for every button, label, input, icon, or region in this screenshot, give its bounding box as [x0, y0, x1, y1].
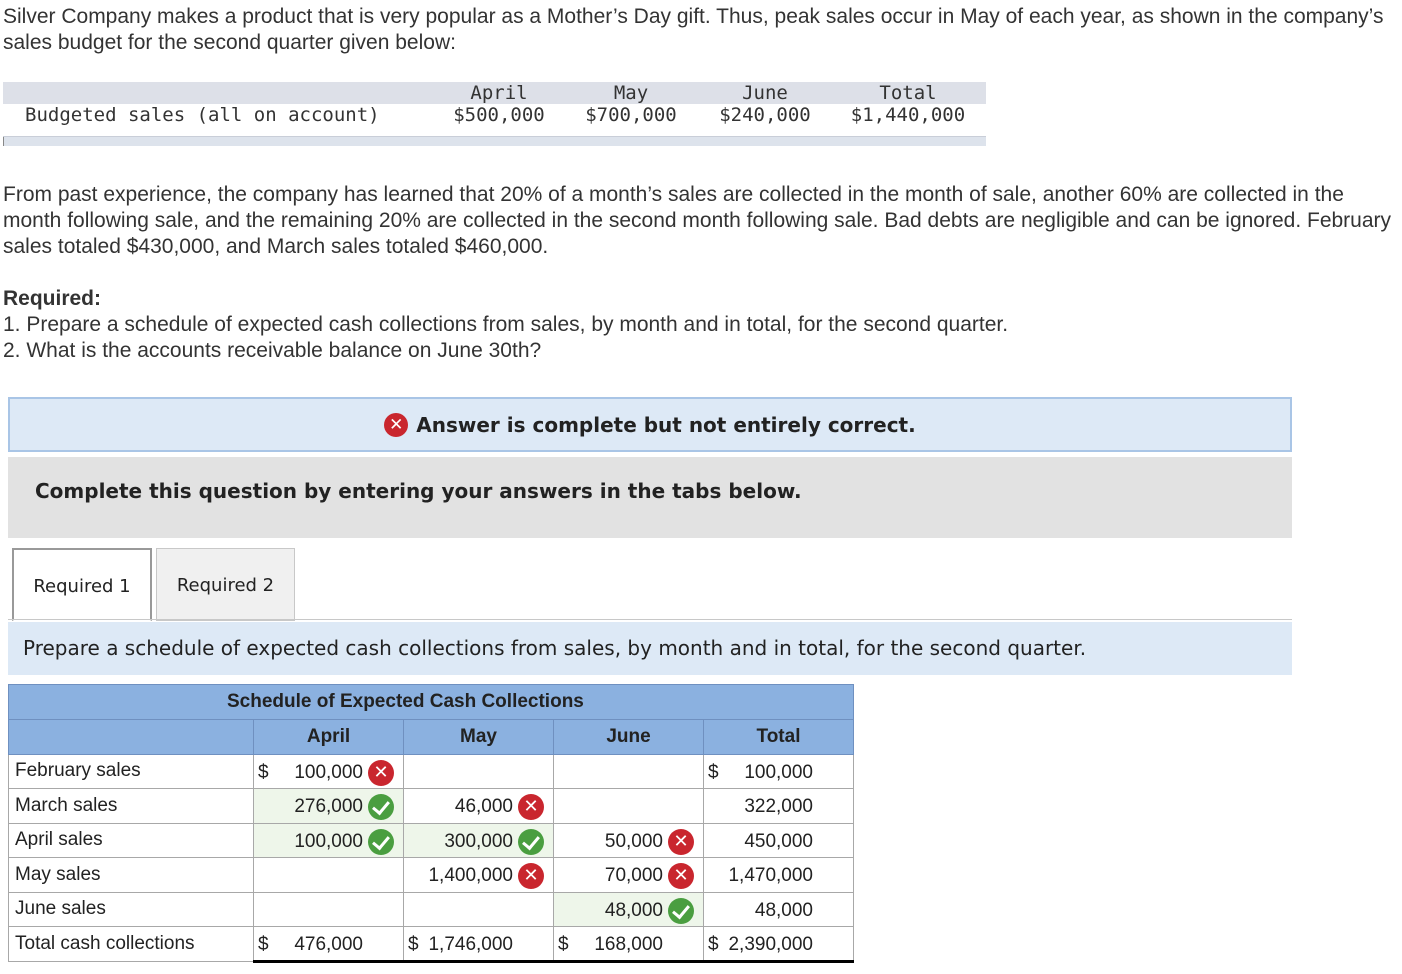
collection-pattern-paragraph: From past experience, the company has learned that 20% of a month’s sales are collected in the month of sale, another 60% are collected in the month following sale, and the remaining 20% are collected in the second month following sale. Bad debts are negligible and can be ignored. February sales totaled $430,000, and March sales totaled $460,000. [3, 183, 1392, 258]
budget-col-june [695, 82, 835, 126]
cell-value: 276,000 [294, 796, 363, 817]
answer-input-cell[interactable] [554, 892, 704, 927]
answer-input-cell[interactable] [554, 754, 704, 789]
budget-row-label: Budgeted sales (all on account) [25, 104, 380, 126]
budget-col-may [561, 82, 701, 126]
answer-input-cell[interactable] [404, 823, 554, 858]
computed-cell [704, 858, 854, 893]
cell-value: 46,000 [454, 796, 513, 817]
budget-col-value: $500,000 [453, 104, 545, 126]
required-title: Required: [3, 287, 102, 310]
computed-cell [254, 927, 404, 962]
dollar-sign: $ [558, 934, 569, 955]
x-icon: ✕ [518, 863, 544, 889]
row-label: February sales [9, 754, 254, 789]
row-label: March sales [9, 789, 254, 824]
answer-input-cell[interactable] [254, 892, 404, 927]
cell-value: 70,000 [604, 865, 663, 886]
answer-input-cell[interactable] [554, 823, 704, 858]
answer-input-cell[interactable] [254, 823, 404, 858]
check-icon [368, 794, 394, 820]
cell-value: 48,000 [754, 899, 813, 921]
tab-required-1[interactable]: Required 1 [12, 548, 152, 621]
schedule-body [9, 754, 854, 961]
computed-cell [704, 892, 854, 927]
answer-input-cell[interactable] [254, 754, 404, 789]
row-label: April sales [9, 823, 254, 858]
budget-col-value: $700,000 [585, 104, 677, 126]
table-row [9, 892, 854, 927]
answer-input-cell[interactable] [404, 754, 554, 789]
cell-value: 450,000 [744, 830, 813, 852]
answer-input-cell[interactable] [404, 789, 554, 824]
schedule-header-may: May [404, 720, 554, 755]
schedule-header-blank [9, 720, 254, 755]
budget-col-header: Total [879, 82, 937, 104]
answer-status-text: Answer is complete but not entirely correct. [416, 412, 916, 437]
cell-value: 1,400,000 [428, 865, 513, 886]
row-label: June sales [9, 892, 254, 927]
x-icon: ✕ [668, 863, 694, 889]
question-instruction: Prepare a schedule of expected cash collections from sales, by month and in total, for the second quarter. [8, 622, 1292, 675]
grade-mark [668, 863, 694, 889]
problem-intro: Silver Company makes a product that is very popular as a Mother’s Day gift. Thus, peak sales occur in May of each year, as shown in the company’s sales budget for the second quarter given below: [3, 5, 1384, 54]
table-row [9, 754, 854, 789]
required-item-1: 1. Prepare a schedule of expected cash collections from sales, by month and in total, for the second quarter. [3, 313, 1009, 336]
instructions-box: Complete this question by entering your answers in the tabs below. [8, 457, 1292, 538]
dollar-sign: $ [408, 934, 419, 955]
answer-input-cell[interactable] [404, 858, 554, 893]
budget-col-header: May [613, 82, 649, 104]
cash-collections-schedule [8, 684, 854, 963]
answer-input-cell[interactable] [254, 789, 404, 824]
dollar-sign: $ [258, 761, 269, 783]
schedule-header-total: Total [704, 720, 854, 755]
cell-value: 48,000 [604, 899, 663, 921]
budget-left-marker [3, 137, 4, 146]
answer-input-cell[interactable] [554, 789, 704, 824]
schedule-header-june: June [554, 720, 704, 755]
cell-value: 100,000 [294, 761, 363, 783]
table-row [9, 823, 854, 858]
computed-cell [554, 927, 704, 962]
cell-value: 100,000 [744, 761, 813, 783]
answer-input-cell[interactable] [554, 858, 704, 893]
grade-mark [368, 829, 394, 861]
computed-cell [704, 823, 854, 858]
check-icon [518, 829, 544, 855]
cell-value: 1,470,000 [728, 865, 813, 886]
dollar-sign: $ [708, 761, 719, 783]
answer-input-cell[interactable] [404, 892, 554, 927]
computed-cell [704, 927, 854, 962]
budget-col-value: $240,000 [719, 104, 811, 126]
x-icon: ✕ [384, 413, 408, 437]
schedule-title: Schedule of Expected Cash Collections [9, 685, 854, 720]
x-icon: ✕ [368, 760, 394, 786]
cell-value: 300,000 [444, 830, 513, 852]
budget-col-total [838, 82, 978, 126]
tab-underline [8, 619, 1292, 620]
sales-budget-table [3, 82, 986, 146]
x-icon: ✕ [518, 794, 544, 820]
cell-value: 50,000 [604, 830, 663, 852]
table-row [9, 789, 854, 824]
computed-cell [404, 927, 554, 962]
budget-col-header: April [470, 82, 528, 104]
table-row [9, 858, 854, 893]
dollar-sign: $ [258, 934, 269, 955]
grade-mark [518, 829, 544, 861]
check-icon [668, 898, 694, 924]
computed-cell [704, 754, 854, 789]
grade-mark [368, 794, 394, 826]
grade-mark [368, 760, 394, 786]
answer-input-cell[interactable] [254, 858, 404, 893]
required-section [3, 286, 1393, 364]
row-label: May sales [9, 858, 254, 893]
cell-value: 476,000 [294, 934, 363, 955]
required-item-2: 2. What is the accounts receivable balance on June 30th? [3, 339, 542, 362]
x-icon: ✕ [668, 829, 694, 855]
budget-col-header: June [742, 82, 788, 104]
tab-required-2[interactable]: Required 2 [156, 548, 295, 621]
cell-value: 322,000 [744, 796, 813, 817]
cell-value: 168,000 [594, 934, 663, 955]
budget-footer-band [3, 136, 986, 146]
row-label: Total cash collections [9, 927, 254, 962]
budget-col-april [429, 82, 569, 126]
computed-cell [704, 789, 854, 824]
table-row [9, 927, 854, 962]
cell-value: 1,746,000 [428, 934, 513, 955]
cell-value: 2,390,000 [728, 934, 813, 955]
grade-mark [518, 794, 544, 820]
cell-value: 100,000 [294, 830, 363, 852]
budget-col-value: $1,440,000 [850, 104, 966, 126]
check-icon [368, 829, 394, 855]
dollar-sign: $ [708, 934, 719, 955]
grade-mark [518, 863, 544, 889]
grade-mark [668, 829, 694, 855]
answer-status-banner [8, 397, 1292, 452]
grade-mark [668, 898, 694, 930]
schedule-header-april: April [254, 720, 404, 755]
